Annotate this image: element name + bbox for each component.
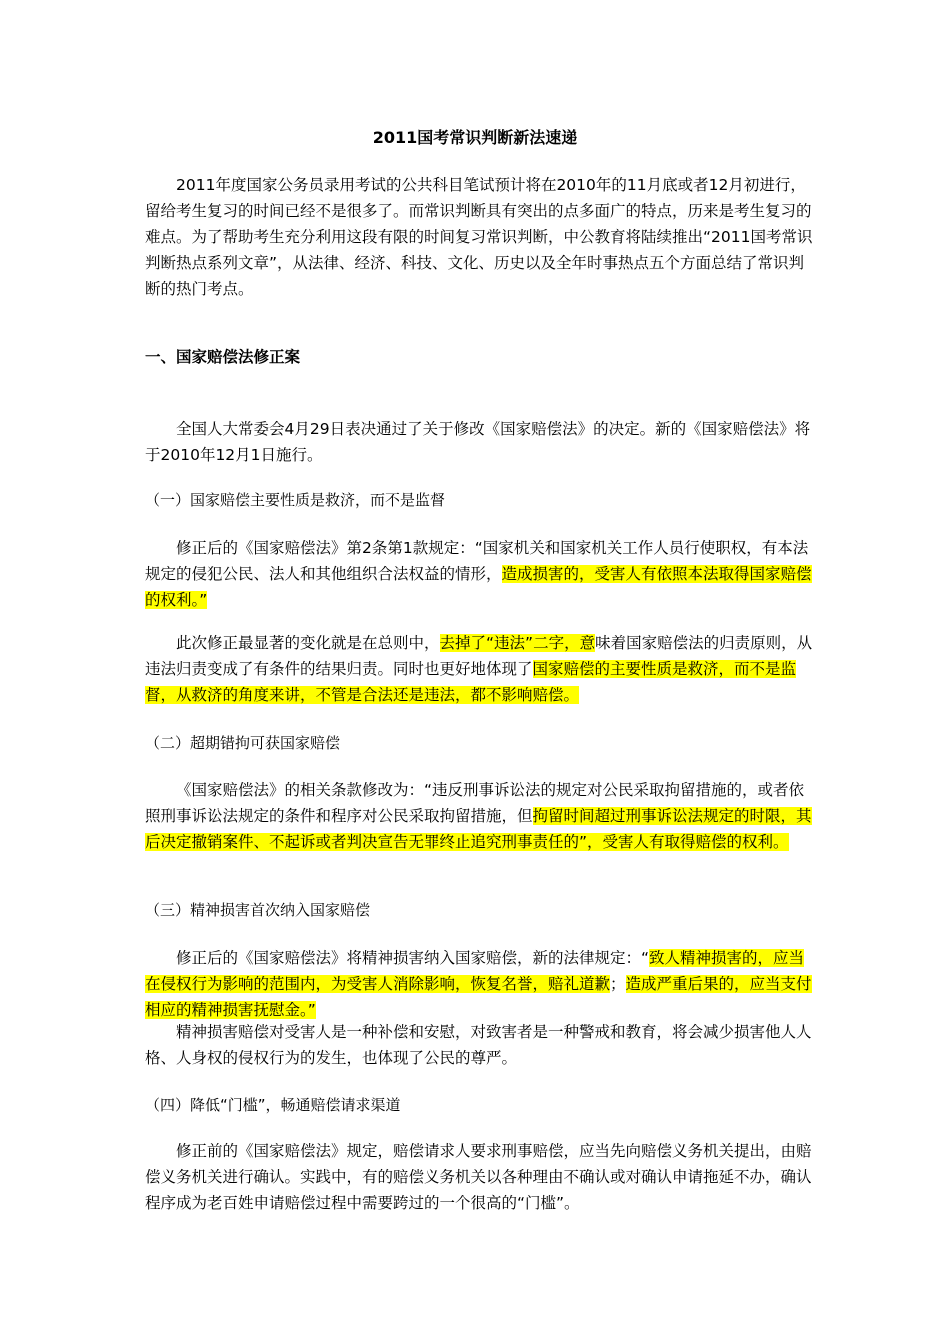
sub3-p1-highlight-b: 造成严重后果的，应当支付相应的精神损害抚慰金。” [145, 975, 812, 1019]
document-title: 2011国考常识判断新法速递 [372, 128, 578, 147]
sub1-heading: （一）国家赔偿主要性质是救济，而不是监督 [145, 491, 446, 509]
sub3-paragraph-1 [145, 945, 815, 1023]
sub3-heading: （三）精神损害首次纳入国家赔偿 [145, 901, 371, 919]
section1-heading: 一、国家赔偿法修正案 [145, 348, 301, 366]
sub2-paragraph-1 [145, 777, 815, 855]
intro-paragraph: 2011年度国家公务员录用考试的公共科目笔试预计将在2010年的11月底或者12月初进行，留给考生复习的时间已经不是很多了。而常识判断具有突出的点多面广的特点，历来是考生复习的难点。为了帮助考生充分利用这段有限的时间复习常识判断，中公教育将陆续推出“2011国考常识判断热点系列文章”，从法律、经济、科技、文化、历史以及全年时事热点五个方面总结了常识判断的热门考点。 [145, 176, 813, 298]
sub3-p1-highlight-a: 致人精神损害的，应当在侵权行为影响的范围内，为受害人消除影响，恢复名誉，赔礼道歉 [145, 949, 805, 993]
sub1-p2-text-a: 此次修正最显著的变化就是在总则中， [176, 634, 440, 652]
sub1-paragraph-2 [145, 630, 815, 708]
sub3-p1-text-b: ； [610, 975, 626, 993]
sub1-p2-text-b: 味着国家赔偿法的归责原则，从违法归责变成了有条件的结果归责。同时也更好地体现了 [145, 634, 813, 678]
sub1-p1-highlight: 造成损害的，受害人有依照本法取得国家赔偿的权利。” [145, 565, 812, 609]
sub1-p1-text: 修正后的《国家赔偿法》第2条第1款规定：“国家机关和国家机关工作人员行使职权，有本法规定的侵犯公民、法人和其他组织合法权益的情形， [145, 539, 809, 583]
sub3-p1-text-a: 修正后的《国家赔偿法》将精神损害纳入国家赔偿，新的法律规定：“ [176, 949, 650, 967]
sub1-paragraph-1 [145, 535, 815, 613]
section1-intro-paragraph: 全国人大常委会4月29日表决通过了关于修改《国家赔偿法》的决定。新的《国家赔偿法》将于2010年12月1日施行。 [145, 420, 811, 464]
sub4-heading: （四）降低“门槛”，畅通赔偿请求渠道 [145, 1096, 401, 1114]
sub1-p2-highlight-b: 国家赔偿的主要性质是救济，而不是监督，从救济的角度来讲，不管是合法还是违法，都不影响赔偿。 [145, 660, 797, 704]
sub1-p2-highlight-a: 去掉了“违法”二字，意 [439, 634, 596, 652]
sub2-heading: （二）超期错拘可获国家赔偿 [145, 734, 341, 752]
sub2-p1-text: 《国家赔偿法》的相关条款修改为：“违反刑事诉讼法的规定对公民采取拘留措施的，或者依照刑事诉讼法规定的条件和程序对公民采取拘留措施，但 [145, 781, 805, 825]
sub2-p1-highlight: 拘留时间超过刑事诉讼法规定的时限，其后决定撤销案件、不起诉或者判决宣告无罪终止追究刑事责任的”，受害人有取得赔偿的权利。 [145, 807, 812, 851]
sub4-paragraph-1: 修正前的《国家赔偿法》规定，赔偿请求人要求刑事赔偿，应当先向赔偿义务机关提出，由赔偿义务机关进行确认。实践中，有的赔偿义务机关以各种理由不确认或对确认申请拖延不办，确认程序成为老百姓申请赔偿过程中需要跨过的一个很高的“门槛”。 [145, 1142, 812, 1212]
sub3-paragraph-2: 精神损害赔偿对受害人是一种补偿和安慰，对致害者是一种警戒和教育，将会减少损害他人人格、人身权的侵权行为的发生，也体现了公民的尊严。 [145, 1023, 812, 1067]
